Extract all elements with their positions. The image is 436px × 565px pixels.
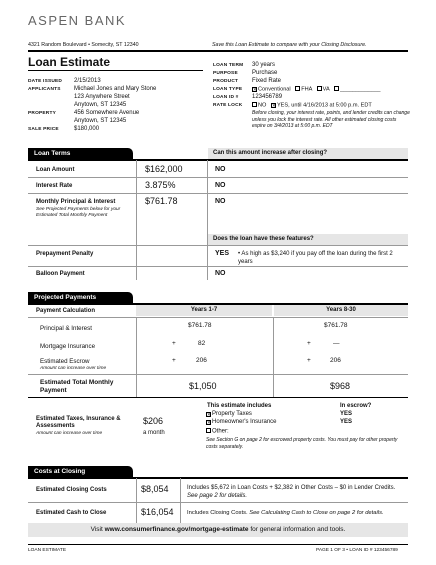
unchecked-box-icon[interactable]: [252, 102, 257, 107]
loan-type-conventional: Conventional: [258, 86, 291, 93]
loan-type-fha: FHA: [301, 86, 313, 93]
section-rule: [28, 159, 408, 161]
visit-prefix: Visit: [90, 526, 103, 533]
rate-lock-note: Before closing, your interest rate, points, and lender credits can change unless you lock the interest rate. All other estimated closing costs expire on 3/4/2013 at 5:00 p.m. EDT: [252, 110, 410, 129]
row-divider: [28, 317, 408, 318]
property-label: PROPERTY: [28, 111, 56, 116]
loan-terms-tab: Loan Terms: [28, 148, 133, 160]
sale-price-value: $180,000: [74, 126, 100, 132]
purpose-label: PURPOSE: [213, 71, 238, 76]
applicant-street: 123 Anywhere Street: [74, 94, 130, 100]
pi-value-2: $761.78: [324, 322, 348, 329]
column-divider: [207, 160, 208, 280]
checked-box-icon[interactable]: ✕: [253, 87, 257, 92]
escrow-value-1: 206: [196, 357, 207, 364]
include-label: Property Taxes: [212, 411, 252, 417]
taxes-value: $206: [143, 416, 164, 426]
projected-payments-tab: Projected Payments: [28, 292, 133, 304]
column-divider: [136, 478, 137, 523]
unchecked-box-icon[interactable]: [206, 428, 211, 433]
visit-link[interactable]: www.consumerfinance.gov/mortgage-estimate: [104, 526, 249, 533]
unchecked-box-icon[interactable]: [334, 86, 339, 91]
footer-rule: [28, 544, 408, 545]
interest-rate-answer: NO: [215, 182, 226, 189]
balloon-answer: NO: [215, 270, 226, 277]
mi-value-2: —: [333, 340, 340, 347]
mi-plus-2: +: [307, 340, 311, 347]
in-escrow-head: In escrow?: [340, 403, 372, 409]
date-issued-value: 2/15/2013: [74, 78, 101, 84]
row-divider: [28, 193, 408, 194]
total-monthly-1: $1,050: [189, 381, 217, 391]
visit-suffix: for general information and tools.: [250, 526, 346, 533]
escrow-plus-2: +: [307, 357, 311, 364]
prepayment-label: Prepayment Penalty: [36, 251, 94, 257]
total-monthly-2: $968: [330, 381, 351, 391]
property-city: Anytown, ST 12345: [74, 118, 127, 124]
page-title: Loan Estimate: [28, 55, 111, 69]
includes-note: See Section G on page 2 for escrowed property costs. You must pay for other property costs separately.: [206, 437, 398, 450]
taxes-label: Estimated Taxes, Insurance & Assessments: [36, 416, 121, 430]
interest-rate-value: 3.875%: [145, 180, 176, 190]
loan-amount-answer: NO: [215, 166, 226, 173]
interest-rate-label: Interest Rate: [36, 183, 73, 189]
include-property-taxes: [206, 411, 252, 419]
applicant-names: Michael Jones and Mary Stone: [74, 86, 157, 92]
product-value: Fixed Rate: [252, 78, 282, 84]
closing-costs-label: Estimated Closing Costs: [36, 487, 107, 493]
checked-box-icon[interactable]: ✕: [207, 419, 211, 425]
include-other: [206, 428, 229, 436]
closing-costs-value: $8,054: [141, 484, 169, 494]
purpose-value: Purchase: [252, 70, 278, 76]
total-monthly-label: Estimated Total Monthly Payment: [40, 379, 114, 394]
loan-type-label: LOAN TYPE: [213, 87, 243, 92]
prepayment-detail: • As high as $3,240 if you pay off the loan during the first 2 years: [238, 251, 393, 266]
property-street: 456 Somewhere Avenue: [74, 110, 140, 116]
cash-to-close-label: Estimated Cash to Close: [36, 510, 107, 516]
applicants-label: APPLICANTS: [28, 87, 61, 92]
loan-term-value: 30 years: [252, 62, 276, 68]
rate-lock-no: NO: [258, 102, 267, 109]
rate-lock-options: [252, 102, 372, 109]
property-taxes-escrow: YES: [340, 411, 353, 417]
loan-id-label: LOAN ID #: [213, 95, 239, 100]
closing-costs-detail-note: See page 2 for details.: [187, 493, 248, 500]
title-rule: [28, 70, 203, 71]
column-divider: [136, 160, 137, 280]
loan-type-options: [252, 86, 380, 93]
cash-to-close-value: $16,054: [141, 507, 174, 517]
loan-term-label: LOAN TERM: [213, 63, 244, 68]
date-issued-label: DATE ISSUED: [28, 79, 63, 84]
bank-name: ASPEN BANK: [28, 13, 127, 28]
mi-plus-1: +: [172, 340, 176, 347]
unchecked-box-icon[interactable]: [295, 86, 300, 91]
costs-at-closing-tab: Costs at Closing: [28, 466, 133, 478]
rate-lock-label: RATE LOCK: [213, 103, 243, 108]
product-label: PRODUCT: [213, 79, 239, 84]
unchecked-box-icon[interactable]: [317, 86, 322, 91]
column-divider: [180, 478, 181, 523]
cash-detail-note: See Calculating Cash to Close on page 2 for details.: [249, 510, 384, 516]
increase-question-head: Can this amount increase after closing?: [208, 148, 408, 159]
include-label: Homeowner's Insurance: [212, 419, 277, 425]
escrow-value-2: 206: [330, 357, 341, 364]
loan-id-value: 123456789: [252, 94, 283, 100]
taxes-period: a month: [143, 430, 165, 436]
loan-amount-value: $162,000: [145, 164, 183, 174]
row-divider: [28, 266, 408, 267]
escrow-plus-1: +: [172, 357, 176, 364]
features-question-head: Does the loan have these features?: [208, 234, 408, 245]
escrow-sublabel: Amount can increase over time: [40, 366, 107, 371]
monthly-pi-sublabel: See Projected Payments below for your Estimated Total Monthly Payment: [36, 207, 121, 219]
payment-calc-label: Payment Calculation: [36, 308, 96, 314]
prepayment-answer: YES: [215, 250, 230, 257]
row-divider: [28, 177, 408, 178]
escrow-label: Estimated Escrow: [40, 358, 90, 365]
checked-box-icon[interactable]: ✕: [271, 103, 276, 108]
column-divider: [136, 317, 137, 397]
bank-address: 4321 Random Boulevard • Somecity, ST 12340: [28, 42, 139, 48]
footer-left: LOAN ESTIMATE: [28, 548, 67, 553]
includes-head: This estimate includes: [207, 403, 272, 409]
loan-type-va: VA: [322, 86, 330, 93]
years-8-30-head: Years 8-30: [274, 305, 408, 316]
section-rule: [28, 477, 408, 479]
taxes-sublabel: Amount can increase over time: [36, 431, 103, 436]
column-divider: [273, 317, 274, 397]
monthly-pi-value: $761.78: [145, 196, 178, 206]
row-divider: [28, 245, 408, 246]
cash-detail-text: Includes Closing Costs.: [187, 510, 248, 516]
pi-value-1: $761.78: [188, 322, 212, 329]
loan-amount-label: Loan Amount: [36, 167, 75, 173]
sale-price-label: SALE PRICE: [28, 127, 59, 132]
visit-text: [28, 526, 408, 534]
row-divider: [28, 502, 408, 503]
checked-box-icon[interactable]: ✕: [207, 411, 211, 417]
mi-value-1: 82: [198, 340, 206, 347]
save-note: Save this Loan Estimate to compare with your Closing Disclosure.: [212, 42, 367, 48]
closing-costs-detail-text: Includes $5,672 in Loan Costs + $2,382 in Other Costs – $0 in Lender Credits.: [187, 485, 396, 491]
rate-lock-yes: YES, until 4/16/2013 at 5:00 p.m. EDT: [276, 102, 372, 109]
closing-costs-detail: [187, 484, 407, 500]
years-1-7-head: Years 1-7: [136, 305, 272, 316]
row-divider: [28, 374, 408, 375]
footer-right: PAGE 1 OF 3 • LOAN ID # 123456789: [316, 548, 398, 553]
include-label: Other:: [212, 428, 229, 435]
cash-to-close-detail: [187, 510, 412, 517]
homeowners-insurance-escrow: YES: [340, 419, 353, 425]
monthly-pi-label: Monthly Principal & Interest: [36, 199, 116, 205]
pi-label: Principal & Interest: [40, 325, 92, 332]
balloon-label: Balloon Payment: [36, 271, 85, 277]
row-divider: [28, 397, 408, 398]
applicant-city: Anytown, ST 12345: [74, 102, 127, 108]
monthly-pi-answer: NO: [215, 198, 226, 205]
loan-type-other: _____________: [339, 86, 381, 93]
mi-label: Mortgage Insurance: [40, 343, 96, 350]
header-rule: [28, 50, 408, 52]
include-homeowners-insurance: [206, 419, 277, 427]
